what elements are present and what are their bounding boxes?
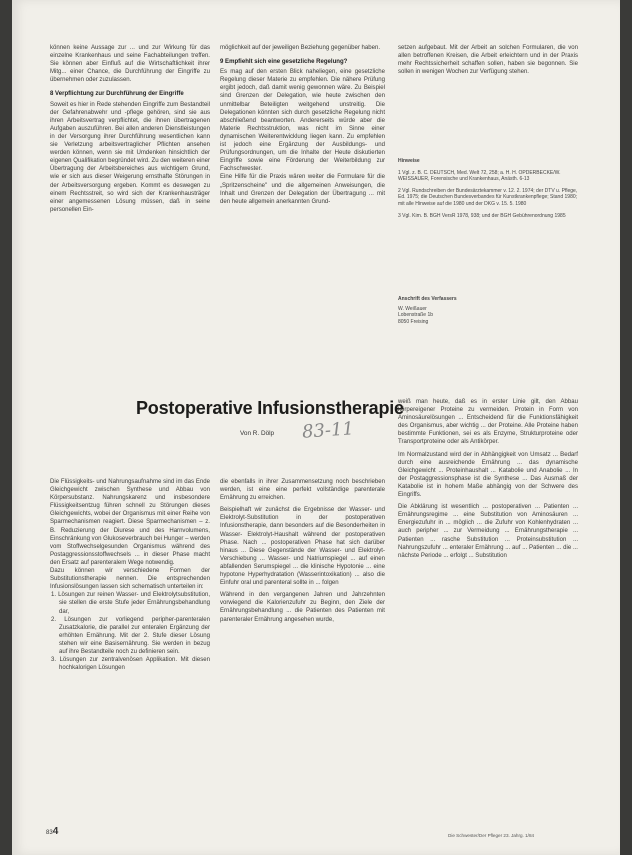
article-column-1 [50, 478, 210, 672]
handwritten-annotation: 83-11 [301, 418, 355, 443]
article-col2-p3: Während in den vergangenen Jahren und Jahrzehnten vorwiegend die Kalorienzufuhr zu Beginn, den Ziele der Ernährungsbehandlung ... die Patienten des Patienten mit parenteraler Ernährung angesehen wurde, [220, 592, 385, 623]
document-page [12, 0, 620, 855]
section-heading-8: 8 Verpflichtung zur Durchführung der Eingriffe [50, 91, 184, 98]
article-col2-p2: Beispielhaft wir zunächst die Ergebnisse der Wasser- und Elektrolyt-Substitution in der postoperativen Infusionstherapie, dann besonders auf die Besonderheiten in Wasser- Elektrolyt-Haushalt während der postoperativen Phase. Nach ... postoperativen Phase hat sich darüber hinaus ... Diese Gegenstände der Wasser- und Elektrolyt-Verschiebung ... Wasser- und Natriumspiegel ... auf einen abfallenden Serumspiegel ... die klinische Hypotonie ... eine hypotone Hyperhydratation (Wasserintoxikation) ... also die Einfuhr oral und parenteral sollte in ... folgen [220, 507, 385, 587]
article-col2-p1: die ebenfalls in ihrer Zusammensetzung noch beschrieben werden, ist eine eine perfekt vollständige parenterale Ernährung zu erreichen. [220, 479, 385, 502]
references [398, 158, 578, 224]
article-author: Von R. Dölp [240, 430, 275, 437]
references-heading: Hinweise [398, 158, 420, 164]
article-title: Postoperative Infusionstherapie [136, 398, 404, 418]
list-item: 2. Lösungen zur vorliegend peripher-parenteralen Zusatzkalorie, die parallel zur enteralen Ergänzung der erhöhten Ernährung. Mit der 2. Stufe dieser Lösung stehen wir eine Basisernährung. Sie werden in bezug auf ihre Bestandteile noch zu definieren sein. [51, 616, 210, 655]
address-line: 8050 Freising [398, 318, 429, 325]
solution-list [50, 591, 210, 672]
address-heading: Anschrift des Verfassers [398, 296, 457, 302]
page-number-handwritten: 4 [52, 826, 59, 837]
upper-col3-intro: setzen aufgebaut. Mit der Arbeit an solchen Formularen, die von allen betroffenen Kreisen, die Arbeit erleichtern und in der Praxis mehr Rechtssicherheit schaffen sollen, haben sie begonnen. Sie sollen in wenigen Wochen zur Verfügung stehen. [398, 45, 578, 76]
list-item: 1. Lösungen zur reinen Wasser- und Elektrolytsubstitution, sie stellen die erste Stufe jeder Ernährungsbehandlung dar, [51, 592, 210, 615]
author-address [398, 296, 518, 325]
address-line: W. Weißauer [398, 305, 427, 312]
reference-item: 1 Vgl. z. B. C. DEUTSCH, Med. Welt 72, 258; a. H. H. OPDERBECKE/W. WEISSAUER, Forensische und Krankenhaus, Anästh. 6-13 [398, 169, 561, 183]
page-number-value: 83 [46, 830, 53, 836]
article-col3-p3: Die Abklärung ist wesentlich ... postoperativen ... Patienten ... Ernährungsregime ... eine Substitution von Aminosäuren ... Energiezufuhr in ... möglich ... die Zufuhr von Kohlenhydraten ... auch peripher ... zur Vermeidung ... Ernährungstherapie ... Patienten ... rasche Substitution ... Proteinsubstitution ... Nahrungszufuhr ... enteraler Ernährung ... auf ... Patienten ... die ... nächste Periode ... erfolgt ... Substitution [398, 504, 578, 559]
list-item: 3. Lösungen zur zentralvenösen Applikation. Mit diesen hochkalorigen Lösungen [51, 657, 210, 672]
article-col1-p1: Die Flüssigkeits- und Nahrungsaufnahme sind im das Ende Gleichgewicht zwischen Synthese und Abbau von Körpersubstanz. Nahrungskarenz und insbesondere Flüssigkeitsentzug führen schnell zu Störungen dieses Gleichgewichts, wobei der Organismus mit einer Reihe von Sparmechanismen reagiert. Diese Sparmechanismen – z. B. Reduzierung der Diurese und des Harnvolumens, Einschränkung von Glukoseverbrauch bei Hunger – werden vom Stoffwechselgesunden Organismus während des Postaggressionsstoffwechsels ... in dieser Phase macht den Ersatz auf parenteralem Wege notwendig. [50, 479, 211, 566]
upper-col2-body: Es mag auf den ersten Blick naheliegen, eine gesetzliche Regelung dieser Materie zu empfehlen. Die nähere Prüfung ergibt jedoch, daß damit wenig gewonnen wäre. Zu Beispiel sind Grenzen der Delegation, wie heute zwischen den unmittelbar Beteiligten weitgehend unstreitig. Die Delegationen könnten sich durch gesetzliche Regelung nicht abschließend beantworten. Andererseits würde aber die Materie Rechtsstruktion, was nicht im Sinne einer dynamischen Weiterentwicklung liegen kann. Zu empfehlen ist jedoch eine Ergänzung der Ausbildungs- und Prüfungsordnungen, um die Inhalte der Heute diskutierten Eingriffe sowie eine Förderung der Weiterbildung zur Fachschwester. [220, 69, 385, 173]
article-column-3 [398, 398, 578, 560]
reference-item: 2 Vgl. Rundschreiben der Bundesärztekammer v. 12. 2. 1974; der DTV u. Pflege, Ed. 1975; die Deutschen Bundesverbandes für Kunstkrankenpflege; Stand 1980; mit alle Hinweise auf die 1980 und der DKG v. 15. 5. 1980 [398, 187, 578, 207]
upper-column-3 [398, 44, 578, 76]
upper-col1-body: Soweit es hier in Rede stehenden Eingriffe zum Bestandteil der Gefahrenabwehr und -pflege gehören, sind sie aus ihren Arbeitsvertrag verpflichtet, die ihnen übertragenen Aufgaben auszuführen. Bei allen anderen Dienstleistungen in der Versorgung ihrer Durchführung wesentlichen kann sie Verletzung arbeitsvertraglicher Pflichten ansehen werden können, wenn sie mit Umdenken hinsichtlich der eigenen Qualifikation begründet wird. Zu den weiteren einer Übertragung der Arbeitsbereiches aus wichtigem Grund, wie er sich aus dieser Weigerung ernsthafte Störungen in der Arbeitsversorgung ergeben. Kommt es deswegen zu einem Rechtsstreit, so wird sich der Krankenhausträger einer angemessenen Lösung müssen, daß in seine personellen Ein- [50, 101, 211, 213]
upper-column-1 [50, 44, 210, 214]
address-line: Lobenstraße 1b [398, 312, 434, 319]
page-number [46, 826, 58, 837]
article-col1-p2: Dazu können wir verschiedene Formen der Substitutionstherapie nennen. Die entsprechenden Infusionslösungen lassen sich schematisch unterteilen in: [50, 568, 210, 591]
section-heading-9: 9 Empfiehlt sich eine gesetzliche Regelung? [220, 59, 348, 66]
upper-col2-body2: Eine Hilfe für die Praxis wären weiter die Formulare für die „Spritzenscheine" und die allgemeinen Anweisungen, die Inhalt und Grenzen der Delegation der Übertragung ... mit den heute allgemein anerkannten Grund- [220, 174, 385, 205]
article-col3-p1: weiß man heute, daß es in erster Linie gilt, den Abbau körpereigener Proteine zu vermeiden. Protein in Form von Aminosäurelösungen ... Entscheidend für die Funktionsfähigkeit des Organismus, aber wichtig ... der Proteine. Alle Proteine haben bestimmte Funktionen, sei es als Enzyme, Strukturproteine oder Transportproteine oder als Antikörper. [398, 399, 578, 446]
journal-footer: Die Schwester/Der Pfleger 23. Jahrg. 1/84 [448, 833, 535, 838]
reference-item: 3 Vgl. Kim. B. BGH VersR 1978, 938; und der BGH Gebührenordnung 1985 [398, 212, 566, 219]
upper-col2-intro: möglichkeit auf der jeweiligen Beziehung gegenüber haben. [220, 45, 381, 51]
article-col3-p2: Im Normalzustand wird der in Abhängigkeit von Umsatz ... Bedarf durch eine ausreichende Ernährung ... das dynamische Gleichgewicht ... Proteinhaushalt ... Katabolie und Anabolie ... In der Postaggressionsphase ist die Synthese ... Das Ausmaß der Katabolie ist in hohem Maße abhängig von der Schwere des Eingriffs. [398, 451, 578, 499]
upper-col1-intro: können keine Aussage zur ... und zur Wirkung für das einzelne Krankenhaus und seine Fachabteilungen treffen. Sie können aber Einfluß auf die Wirtschaftlichkeit ihrer Mitg... einer Chance, die Durchführung der Eingriffe zu übernehmen oder zuzulassen. [50, 45, 210, 84]
upper-column-2 [220, 44, 385, 206]
article-column-2 [220, 478, 385, 624]
